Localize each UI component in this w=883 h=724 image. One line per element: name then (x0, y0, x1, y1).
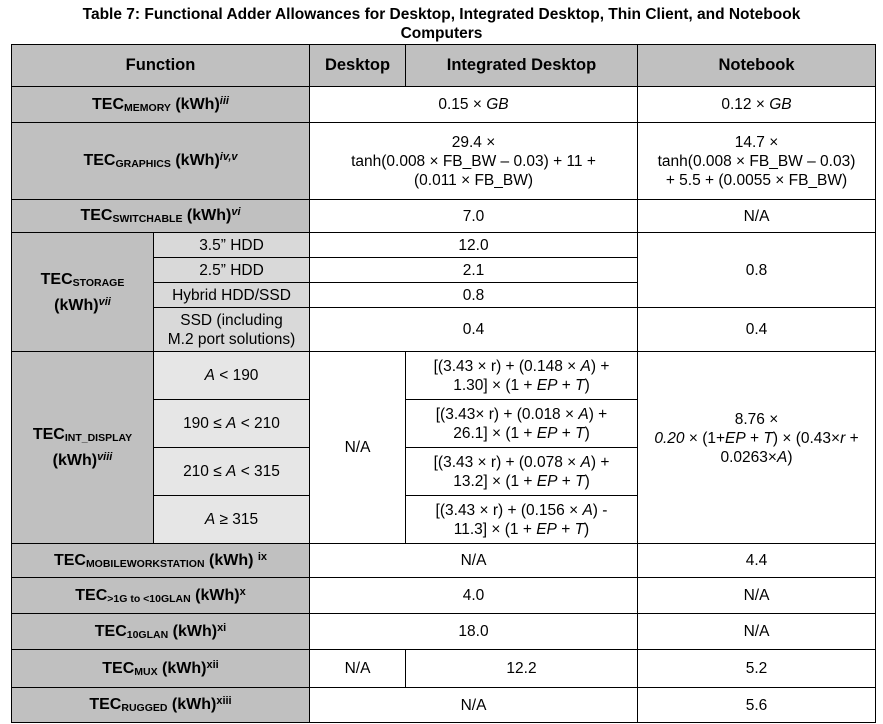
lan10-desktop-value: 18.0 (310, 614, 638, 650)
lan10-notebook-value: N/A (638, 614, 876, 650)
graphics-desktop-value: 29.4 × tanh(0.008 × FB_BW – 0.03) + 11 + (0.011 × FB_BW) (310, 123, 638, 200)
storage-notebook-hdd-value: 0.8 (638, 233, 876, 308)
label-int-display: $TEC_{INT\_DISPLAY}$ (kWh)$^{viii}$ (12, 352, 154, 544)
functional-adder-table (11, 44, 876, 723)
storage-desktop-value-3: 0.8 (310, 283, 638, 308)
storage-desktop-value-1: 12.0 (310, 233, 638, 258)
int-display-formula-4: [(3.43 × r) + (0.156 × A) - 11.3] × (1 + EP + T) (406, 496, 638, 544)
label-mobile-workstation: $TEC_{MOBILEWORKSTATION}$ (kWh) $^{ix}$ (12, 544, 310, 578)
rugged-desktop-value: N/A (310, 688, 638, 723)
storage-notebook-value-4: 0.4 (638, 308, 876, 352)
row-lan-10g (12, 614, 876, 650)
memory-notebook-value: 0.12 × GB (638, 87, 876, 123)
switchable-notebook-value: N/A (638, 200, 876, 233)
label-lan-10g: $TEC_{10GLAN}$ (kWh)$^{xi}$ (12, 614, 310, 650)
storage-type-1: 3.5” HDD (154, 233, 310, 258)
label-lan-1g: $TEC_{>1G to <10GLAN}$ (kWh)$^x$ (12, 578, 310, 614)
rugged-notebook-value: 5.6 (638, 688, 876, 723)
storage-type-4: SSD (including M.2 port solutions) (154, 308, 310, 352)
lan1-notebook-value: N/A (638, 578, 876, 614)
switchable-desktop-value: 7.0 (310, 200, 638, 233)
memory-desktop-value: 0.15 × GB (310, 87, 638, 123)
label-mux: $TEC_{MUX}$ (kWh)$^{xii}$ (12, 650, 310, 688)
header-notebook: Notebook (638, 45, 876, 87)
storage-type-2: 2.5” HDD (154, 258, 310, 283)
row-memory (12, 87, 876, 123)
mobile-notebook-value: 4.4 (638, 544, 876, 578)
caption-line-1: Table 7: Functional Adder Allowances for Desktop, Integrated Desktop, Thin Client, and Notebook (82, 6, 801, 23)
int-display-condition-1: A < 190 (154, 352, 310, 400)
row-mux (12, 650, 876, 688)
label-memory: $TEC_{MEMORY}$ (kWh)$^{iii}$ (12, 87, 310, 123)
mux-notebook-value: 5.2 (638, 650, 876, 688)
row-mobile-workstation (12, 544, 876, 578)
header-integrated-desktop: Integrated Desktop (406, 45, 638, 87)
storage-desktop-value-4: 0.4 (310, 308, 638, 352)
mux-integrated-value: 12.2 (406, 650, 638, 688)
int-display-formula-1: [(3.43 × r) + (0.148 × A) + 1.30] × (1 + EP + T) (406, 352, 638, 400)
row-graphics (12, 123, 876, 200)
label-rugged: $TEC_{RUGGED}$ (kWh)$^{xiii}$ (12, 688, 310, 723)
row-storage-1 (12, 233, 876, 258)
mobile-desktop-value: N/A (310, 544, 638, 578)
int-display-condition-2: 190 ≤ A < 210 (154, 400, 310, 448)
header-desktop: Desktop (310, 45, 406, 87)
header-function: Function (12, 45, 310, 87)
int-display-formula-3: [(3.43 × r) + (0.078 × A) + 13.2] × (1 + EP + T) (406, 448, 638, 496)
caption-line-2: Computers (400, 25, 483, 42)
storage-type-3: Hybrid HDD/SSD (154, 283, 310, 308)
label-switchable: $TEC_{SWITCHABLE}$ (kWh)$^{vi}$ (12, 200, 310, 233)
int-display-condition-4: A ≥ 315 (154, 496, 310, 544)
int-display-notebook-value: 8.76 × 0.20 × (1+EP + T) × (0.43×r + 0.0263×A) (638, 352, 876, 544)
lan1-desktop-value: 4.0 (310, 578, 638, 614)
label-storage: $TEC_{STORAGE}$ (kWh)$^{vii}$ (12, 233, 154, 352)
storage-desktop-value-2: 2.1 (310, 258, 638, 283)
header-row (12, 45, 876, 87)
row-switchable (12, 200, 876, 233)
mux-desktop-value: N/A (310, 650, 406, 688)
row-int-display-1 (12, 352, 876, 400)
table-caption (0, 5, 883, 43)
int-display-desktop-value: N/A (310, 352, 406, 544)
row-rugged (12, 688, 876, 723)
int-display-condition-3: 210 ≤ A < 315 (154, 448, 310, 496)
label-graphics: $TEC_{GRAPHICS}$ (kWh)$^{iv,v}$ (12, 123, 310, 200)
int-display-formula-2: [(3.43× r) + (0.018 × A) + 26.1] × (1 + EP + T) (406, 400, 638, 448)
graphics-notebook-value: 14.7 × tanh(0.008 × FB_BW – 0.03) + 5.5 + (0.0055 × FB_BW) (638, 123, 876, 200)
row-lan-1g (12, 578, 876, 614)
